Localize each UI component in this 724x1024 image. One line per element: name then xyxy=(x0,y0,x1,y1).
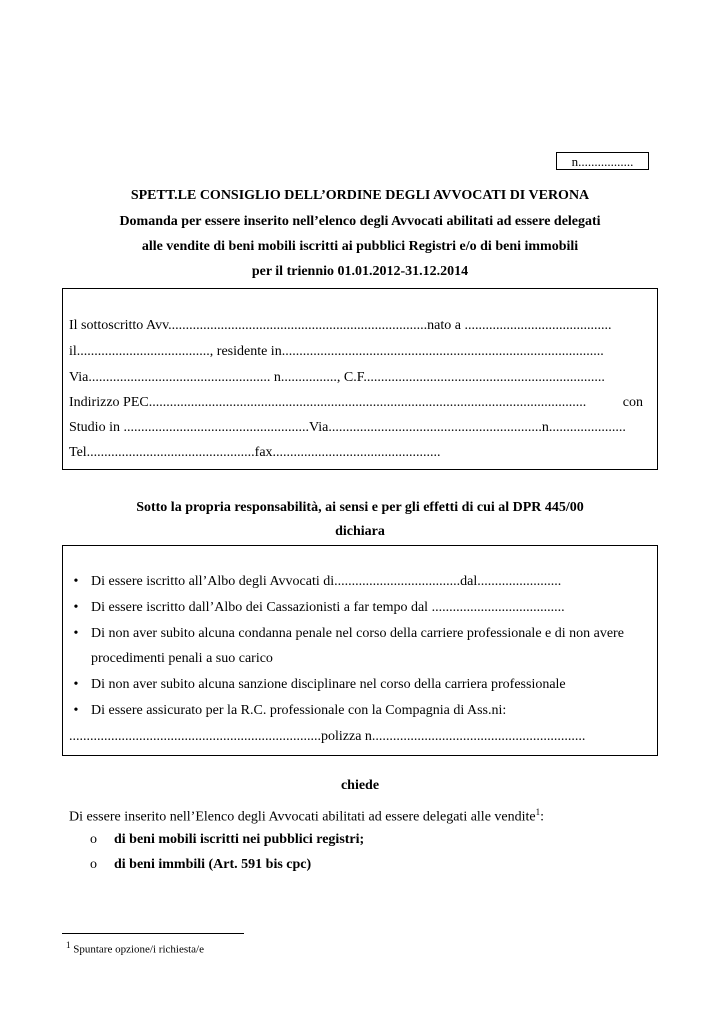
footnote-number: 1 xyxy=(66,940,71,950)
footnote-text: Spuntare opzione/i richiesta/e xyxy=(70,943,204,956)
form-title-line2: alle vendite di beni mobili iscritti ai pubblici Registri e/o di beni immobili xyxy=(141,239,579,254)
studio-address-field[interactable]: Studio in .....................................................Via.............................................................n...................... xyxy=(69,420,626,435)
bullet-icon: • xyxy=(73,677,79,692)
bullet-icon: • xyxy=(73,626,79,641)
applicant-name-field[interactable]: Il sottoscritto Avv..........................................................................nato a .......................................... xyxy=(69,318,612,333)
option-circle-icon[interactable]: o xyxy=(90,832,97,847)
declaration-text: Di essere iscritto dall’Albo dei Cassazionisti a far tempo dal ...................................... xyxy=(91,600,565,615)
insurance-policy-field[interactable]: ........................................................................polizza n............................................................. xyxy=(69,729,586,744)
birth-residence-field[interactable]: il......................................, residente in............................................................................................ xyxy=(69,344,604,359)
request-title: chiede xyxy=(340,778,380,793)
declaration-intro: Sotto la propria responsabilità, ai sensi e per gli effetti di cui al DPR 445/00 xyxy=(136,500,584,515)
option-label: di beni mobili iscritti nei pubblici registri; xyxy=(114,832,365,847)
pec-address-text: Indirizzo PEC............................................................................................................................. xyxy=(69,395,587,410)
address-cf-field[interactable]: Via.................................................... n................, C.F..................................................................... xyxy=(69,370,605,385)
option-label: di beni immbili (Art. 591 bis cpc) xyxy=(114,857,312,872)
declaration-text: Di essere iscritto all’Albo degli Avvocati di....................................dal........................ xyxy=(91,574,562,589)
protocol-number-box: n................. xyxy=(556,152,649,170)
declaration-text: Di non aver subito alcuna sanzione disciplinare nel corso della carriera professionale xyxy=(91,677,566,692)
phone-fax-field[interactable]: Tel................................................fax................................................ xyxy=(69,445,441,460)
pec-con-label: con xyxy=(622,395,643,410)
declaration-continuation: procedimenti penali a suo carico xyxy=(91,651,273,666)
form-title-period: per il triennio 01.01.2012-31.12.2014 xyxy=(251,264,469,279)
addressee-heading: SPETT.LE CONSIGLIO DELL’ORDINE DEGLI AVVOCATI DI VERONA xyxy=(130,188,590,203)
bullet-icon: • xyxy=(73,600,79,615)
request-text xyxy=(69,803,544,827)
pec-address-field[interactable] xyxy=(69,394,643,412)
footnote-reference: 1 xyxy=(535,807,541,817)
bullet-icon: • xyxy=(73,574,79,589)
form-title-line1: Domanda per essere inserito nell’elenco degli Avvocati abilitati ad essere delegati xyxy=(119,214,601,229)
request-colon: : xyxy=(540,809,545,825)
footnote xyxy=(66,940,204,956)
declaration-text: Di essere assicurato per la R.C. professionale con la Compagnia di Ass.ni: xyxy=(91,703,507,718)
declaration-text: Di non aver subito alcuna condanna penale nel corso della carriere professionale e di non avere xyxy=(91,626,624,641)
bullet-icon: • xyxy=(73,703,79,718)
footnote-divider xyxy=(62,933,244,934)
declaration-title: dichiara xyxy=(335,524,385,539)
option-circle-icon[interactable]: o xyxy=(90,857,97,872)
request-body: Di essere inserito nell’Elenco degli Avvocati abilitati ad essere delegati alle vendite xyxy=(69,809,536,825)
